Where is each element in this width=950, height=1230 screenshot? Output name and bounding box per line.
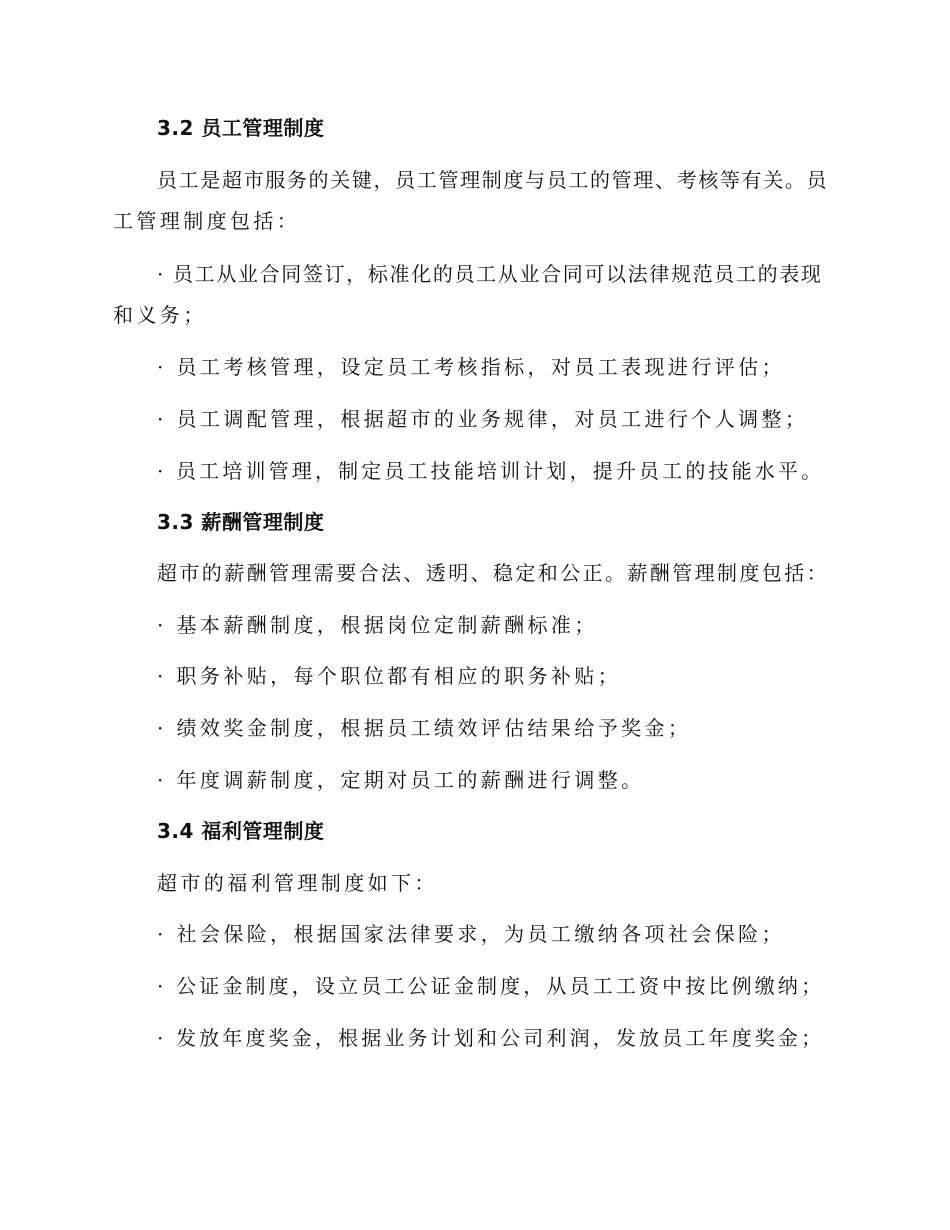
list-item: · 员工培训管理，制定员工技能培训计划，提升员工的技能水平。: [157, 459, 825, 483]
list-item: · 年度调薪制度，定期对员工的薪酬进行调整。: [157, 768, 645, 792]
list-item: · 员工调配管理，根据超市的业务规律，对员工进行个人调整；: [157, 407, 809, 431]
list-item: · 基本薪酬制度，根据岗位定制薪酬标准；: [157, 613, 598, 637]
list-item: · 员工从业合同签订，标准化的员工从业合同可以法律规范员工的表现: [157, 262, 823, 286]
list-item: · 公证金制度，设立员工公证金制度，从员工工资中按比例缴纳；: [157, 974, 825, 998]
paragraph-line: 超市的薪酬管理需要合法、透明、稳定和公正。薪酬管理制度包括：: [157, 561, 829, 585]
paragraph-line: 超市的福利管理制度如下：: [157, 871, 438, 895]
list-item: · 绩效奖金制度，根据员工绩效评估结果给予奖金；: [157, 716, 692, 740]
section-heading-3-4: 3.4 福利管理制度: [157, 819, 325, 843]
list-item: · 员工考核管理，设定员工考核指标，对员工表现进行评估；: [157, 355, 785, 379]
section-heading-3-2: 3.2 员工管理制度: [157, 116, 325, 140]
list-item: · 职务补贴，每个职位都有相应的职务补贴；: [157, 664, 622, 688]
paragraph-line: 工管理制度包括：: [113, 209, 301, 233]
section-heading-3-3: 3.3 薪酬管理制度: [157, 510, 325, 534]
list-item: · 社会保险，根据国家法律要求，为员工缴纳各项社会保险；: [157, 922, 785, 946]
list-item-continuation: 和义务；: [113, 303, 207, 327]
paragraph-line: 员工是超市服务的关键，员工管理制度与员工的管理、考核等有关。员: [157, 168, 829, 192]
list-item: · 发放年度奖金，根据业务计划和公司利润，发放员工年度奖金；: [157, 1026, 825, 1050]
